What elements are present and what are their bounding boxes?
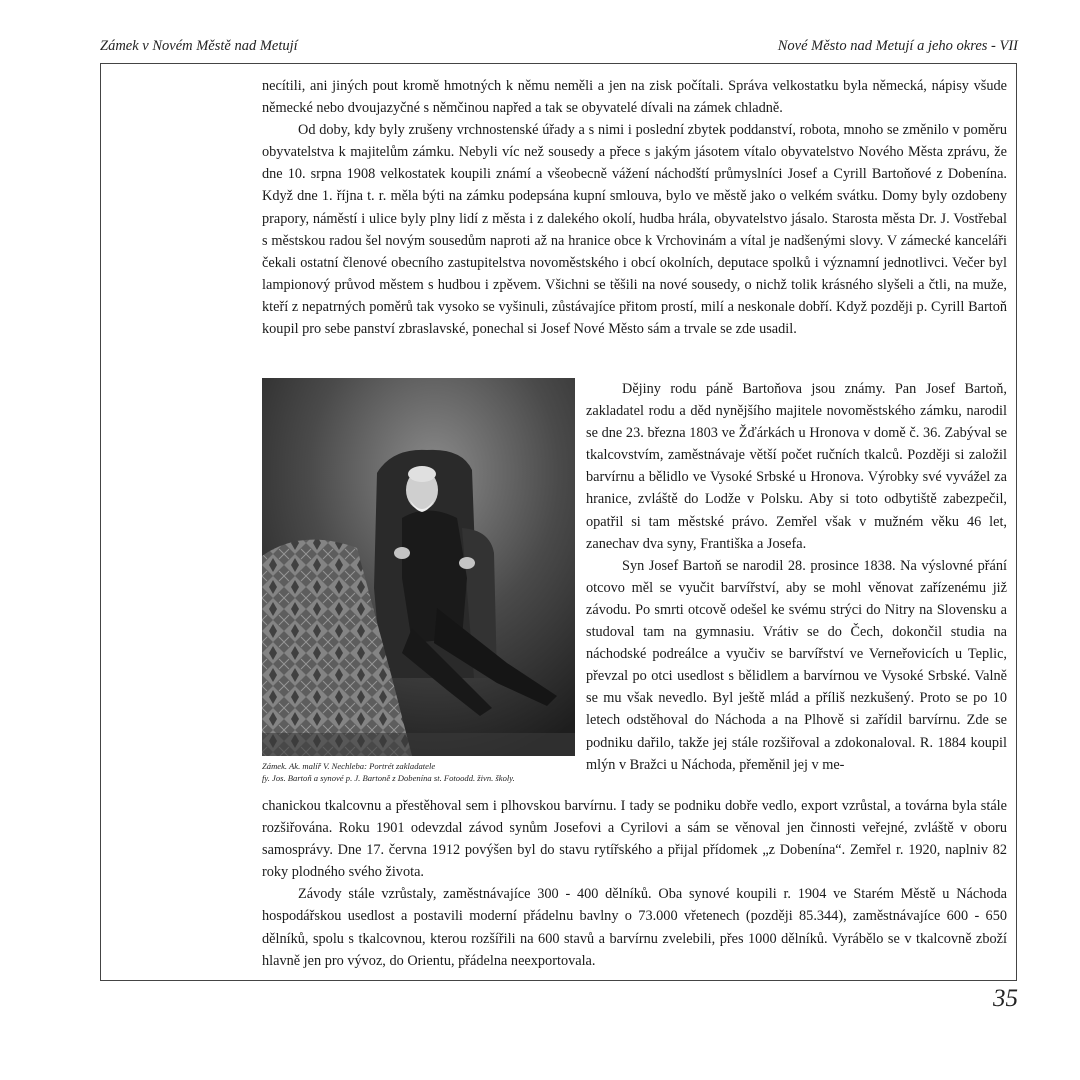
running-head-right: Nové Město nad Metují a jeho okres - VII: [777, 38, 1018, 54]
caption-line: fy. Jos. Bartoň a synové p. J. Bartoně z Dobenína st. Fotoodd. živn. školy.: [262, 773, 515, 783]
text-block-bottom: [262, 795, 1007, 972]
paragraph: necítili, ani jiných pout kromě hmotných k němu neměli a jen na zisk počítali. Správa velkostatku byla německá, nápisy všude německé nebo dvoujazyčné s němčinou napřed a tak se obyvatelé dívali na zámek chladně.: [262, 78, 1007, 117]
paragraph: Od doby, kdy byly zrušeny vrchnostenské úřady a s nimi i poslední zbytek poddanství, robota, mnoho se změnilo v poměru obyvatelstva k majitelům zámku. Nebyli víc než sousedy a přece s jakým jásotem vítalo obyvatelstvo Nového Města zprávu, že dne 10. srpna 1908 velkostatek koupili známí a všeobecně vážení náchodští průmyslníci Josef a Cyrill Bartoňové z Dobenína. Když dne 1. října t. r. měla býti na zámku podepsána kupní smlouva, bylo ve městě jako o velkém svátku. Domy byly ozdobeny prapory, náměstí i ulice byly plny lidí z města i z dalekého okolí, hudba hrála, obyvatelstvo jásalo. Starosta města Dr. J. Vostřebal s městskou radou šel novým sousedům naproti až na hranice obce k Vrchovinám a vítal je nadšenými slovy. V zámecké kanceláři čekali ostatní členové obecního zastupitelstva novoměstského i obcí okolních, deputace spolků i významní jednotlivci. Večer byl lampionový průvod městem s hudbou i zpěvem. Všichni se těšili na nové sousedy, o nichž tolik krásného slyšeli a čtli, na muže, kteří z nepatrných poměrů tak vysoko se vyšinuli, zůstávajíce přitom prostí, milí a neskonale dobří. Když později p. Cyrill Bartoň koupil pro sebe panství zbraslavské, ponechal si Josef Nové Město sám a trvale se zde usadil.: [262, 122, 1007, 338]
paragraph: Syn Josef Bartoň se narodil 28. prosince 1838. Na výslovné přání otcovo měl se vyučit barvířství, aby se mohl věnovat zařízenému již závodu. Po smrti otcově odešel ke svému strýci do Nitry na Slovensku a studoval tam na gymnasiu. Vrátiv se do Čech, dokončil studia na náchodské podreálce a vyučiv se barvířství ve Verneřovicích u Teplic, převzal po otci usedlost s bělidlem a barvírnou ve Vysoké Srbské. Valně se mu však nevedlo. Byl ještě mlád a příliš nezkušený. Proto se po 10 letech odstěhoval do Náchoda a na Plhově si zařídil barvírnu. Zde se podniku dařilo, takže jej stále rozšiřoval a zdokonaloval. R. 1884 koupil mlýn v Bražci u Náchoda, přeměnil jej v me-: [586, 557, 1007, 773]
paragraph: Dějiny rodu páně Bartoňova jsou známy. Pan Josef Bartoň, zakladatel rodu a děd nynějšího majitele novoměstského zámku, narodil se dne 23. března 1803 ve Žďárkách u Hronova v domě č. 36. Zabýval se tkalcovstvím, zaměstnávaje větší počet ručních tkalců. Později si založil barvírnu a bělidlo ve Vysoké Srbské u Hronova. Výrobky své vyvážel za hranice, zvláště do Lodže v Polsku. Aby si toto odbytiště zabezpečil, opatřil si tam městské právo. Zemřel však v mužném věku 46 let, zanechav dva syny, Františka a Josefa.: [586, 381, 1007, 552]
running-head-left: Zámek v Novém Městě nad Metují: [100, 38, 298, 54]
paragraph: chanickou tkalcovnu a přestěhoval sem i plhovskou barvírnu. I tady se podniku dobře vedlo, export vzrůstal, a továrna byla stále rozšiřována. Roku 1901 odevzdal závod synům Josefovi a Cyrilovi a sám se věnoval jen činnosti veřejné, zvláště v oboru samosprávy. Dne 17. června 1912 povýšen byl do stavu rytířského a přijal přídomek „z Dobenína“. Zemřel r. 1920, naplniv 82 roky plodného svého života.: [262, 798, 1007, 881]
photo-caption: [262, 760, 582, 784]
portrait-painting-photo: [262, 378, 575, 756]
paragraph: Závody stále vzrůstaly, zaměstnávajíce 300 - 400 dělníků. Oba synové koupili r. 1904 ve Starém Městě u Náchoda hospodářskou usedlost a postavili moderní přádelnu bavlny o 73.000 vřetenech (později 85.344), zaměstnávajíce 600 - 650 dělníků, spolu s tkalcovnou, kterou rozšířili na 600 stavů a barvírnu zvelebili, přes 1000 dělníků. Vyrábělo se v tkalcovně zboží hlavně jen pro vývoz, do Orientu, přádelna neexportovala.: [262, 886, 1007, 969]
page-number: 35: [993, 985, 1018, 1012]
caption-line: Zámek. Ak. malíř V. Nechleba: Portrét zakladatele: [262, 761, 436, 771]
text-block-column: [586, 378, 1007, 776]
text-block-top: [262, 75, 1007, 340]
